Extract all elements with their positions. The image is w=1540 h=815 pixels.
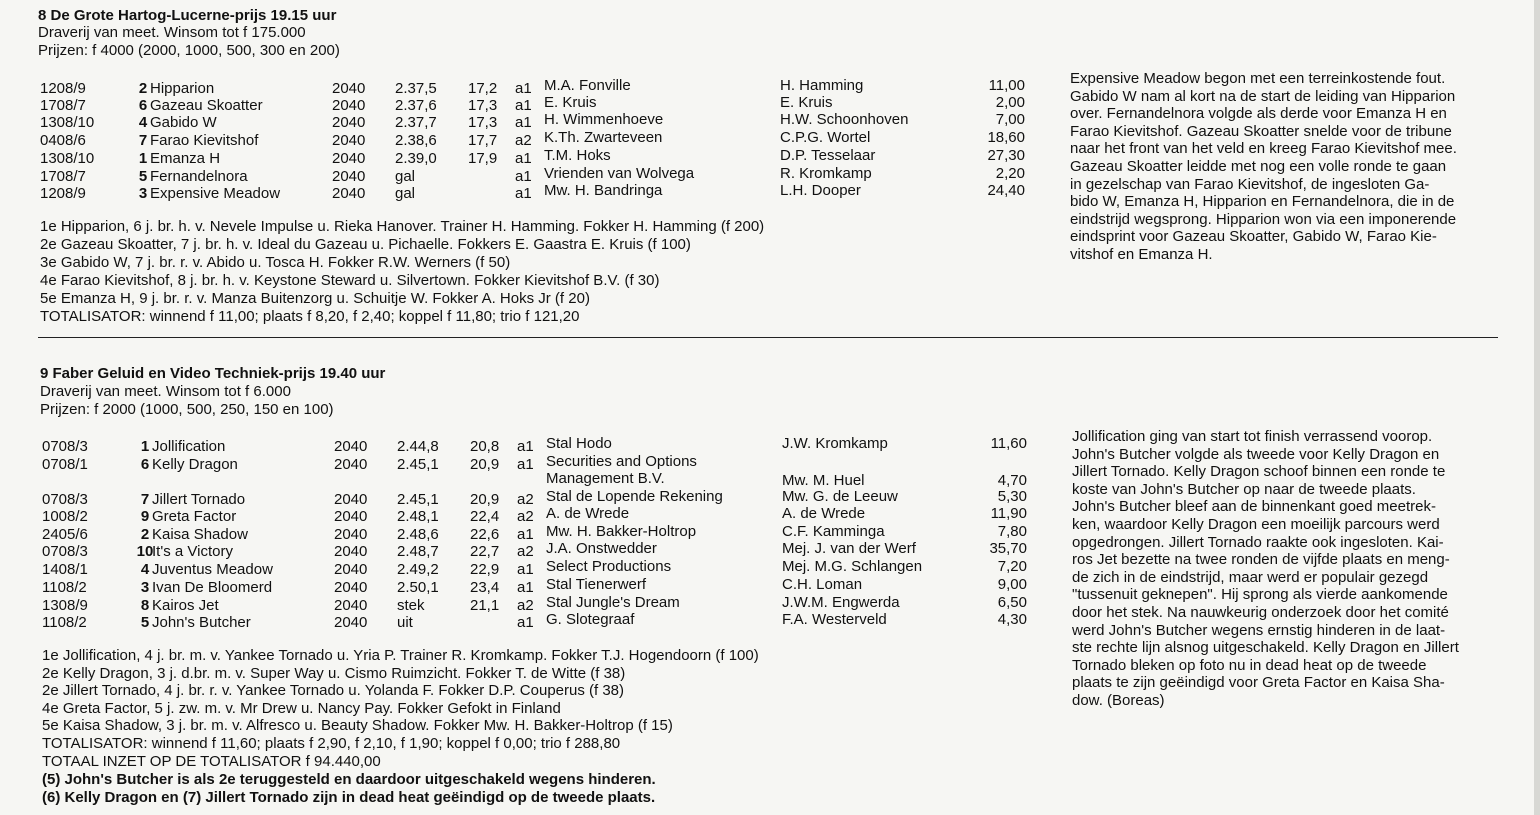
cell-horse: Jillert Tornado [152,491,246,508]
cell-owner: Stal Jungle's Dream [546,594,680,611]
cell-odds: 7,80 [997,523,1027,540]
cell-time: 2.45,1 [397,491,439,508]
cell-cls: a1 [517,456,534,473]
detail-line: 1e Hipparion, 6 j. br. h. v. Nevele Impulse u. Rieka Hanover. Trainer H. Hamming. Fokker H. Hamming (f 200) [40,218,765,235]
cell-owner: Select Productions [546,558,672,575]
note-line: (5) John's Butcher is als 2e teruggesteld en daardoor uitgeschakeld wegens hinderen. [42,771,656,788]
cell-time: 2.39,0 [395,150,437,167]
cell-horse: Hipparion [150,80,215,97]
cell-time: gal [395,185,416,202]
cell-odds: 11,00 [988,77,1025,94]
cell-owner: Stal Hodo [546,435,612,452]
cell-dist: 2040 [332,80,366,97]
cell-km: 17,2 [468,80,498,97]
cell-no: 4 [140,561,150,578]
scan-edge [1534,0,1540,815]
race2-title: 9 Faber Geluid en Video Techniek-prijs 19.40 uur [40,365,386,382]
cell-date: 2405/6 [42,526,88,543]
cell-km: 22,7 [470,543,500,560]
cell-time: stek [397,597,425,614]
cell-no: 3 [140,579,150,596]
report-line: werd John's Butcher wegens ernstig hinderen in de laat- [1072,621,1446,639]
cell-no: 3 [138,185,148,202]
report-line: eindsprint voor Gazeau Skoatter, Gabido W, Farao Kie- [1070,228,1437,246]
cell-no: 1 [140,438,150,455]
cell-horse: Gazeau Skoatter [150,97,263,114]
report-line: Jollification ging van start tot finish verrassend voorop. [1072,428,1433,445]
cell-cls: a1 [515,150,532,167]
detail-line: TOTALISATOR: winnend f 11,00; plaats f 8,20, f 2,40; koppel f 11,80; trio f 121,20 [40,308,580,325]
table-row [42,611,1042,632]
cell-date: 0708/3 [42,543,88,560]
cell-driver: C.F. Kamminga [782,523,885,540]
detail-line: 4e Farao Kievitshof, 8 j. br. h. v. Keystone Steward u. Silvertown. Fokker Kievitshof B.V. (f 30) [40,272,660,289]
cell-dist: 2040 [332,168,366,185]
report-line: John's Butcher volgde als tweede voor Kelly Dragon en [1072,445,1440,463]
cell-no: 7 [140,491,150,508]
cell-cls: a1 [515,185,532,202]
cell-km: 23,4 [470,579,500,596]
cell-horse: Gabido W [150,114,217,131]
report-line: Tornado bleken op foto nu in dead heat op de tweede [1072,656,1427,674]
cell-driver: J.W.M. Engwerda [782,594,900,611]
report-line: Expensive Meadow begon met een terreinkostende fout. [1070,70,1446,87]
cell-cls: a1 [517,438,534,455]
cell-horse: John's Butcher [152,614,251,631]
cell-time: uit [397,614,413,631]
cell-km: 20,8 [470,438,500,455]
cell-cls: a1 [517,526,534,543]
report-line: Jillert Tornado. Kelly Dragon schoof binnen een ronde te [1072,463,1446,481]
cell-odds: 35,70 [989,540,1027,557]
cell-driver: H. Hamming [780,77,864,94]
cell-horse: Greta Factor [152,508,237,525]
cell-km: 17,3 [468,97,498,114]
cell-time: 2.38,6 [395,132,437,149]
cell-horse: Emanza H [150,150,221,167]
cell-dist: 2040 [334,597,368,614]
table-row [42,435,1042,456]
cell-cls: a1 [515,114,532,131]
detail-line: TOTALISATOR: winnend f 11,60; plaats f 2,90, f 2,10, f 1,90; koppel f 0,00; trio f 288,80 [42,735,621,752]
cell-dist: 2040 [334,456,368,473]
table-row [40,182,1040,203]
cell-odds: 27,30 [987,147,1025,164]
cell-cls: a2 [517,543,534,560]
detail-line: 1e Jollification, 4 j. br. m. v. Yankee Tornado u. Yria P. Trainer R. Kromkamp. Fokker T.J. Hogendoorn (f 100) [42,647,759,664]
cell-dist: 2040 [334,491,368,508]
cell-owner: H. Wimmenhoeve [544,111,664,128]
cell-no: 7 [138,132,148,149]
cell-driver: J.W. Kromkamp [782,435,888,452]
cell-odds: 24,40 [987,182,1025,199]
cell-date: 1108/2 [42,614,87,631]
cell-km: 22,4 [470,508,500,525]
cell-date: 1208/9 [40,185,86,202]
cell-horse: Juventus Meadow [152,561,273,578]
cell-horse: Farao Kievitshof [150,132,259,149]
cell-owner: Stal de Lopende Rekening [546,488,723,505]
race1-prizes: Prijzen: f 4000 (2000, 1000, 500, 300 en 200) [38,42,340,59]
cell-owner: Vrienden van Wolvega [544,165,695,182]
cell-no: 9 [140,508,150,525]
detail-line: 5e Kaisa Shadow, 3 j. br. m. v. Alfresco u. Beauty Shadow. Fokker Mw. H. Bakker-Holtrop (f 15) [42,717,673,735]
cell-owner: Securities and Options [546,453,697,470]
detail-line: 4e Greta Factor, 5 j. zw. m. v. Mr Drew u. Nancy Pay. Fokker Gefokt in Finland [42,699,561,717]
cell-time: 2.37,7 [395,114,437,131]
cell-time: 2.48,7 [397,543,439,560]
detail-line: 3e Gabido W, 7 j. br. r. v. Abido u. Tosca H. Fokker R.W. Werners (f 50) [40,254,511,271]
cell-driver: H.W. Schoonhoven [780,111,909,128]
cell-owner: Mw. H. Bakker-Holtrop [546,523,697,540]
cell-owner: Mw. H. Bandringa [544,182,663,199]
section-divider [38,337,1498,338]
cell-owner: T.M. Hoks [544,147,611,164]
cell-date: 1708/7 [40,168,86,185]
cell-no: 8 [140,597,150,614]
cell-dist: 2040 [332,185,366,202]
cell-no: 6 [138,97,148,114]
cell-no: 6 [140,456,150,473]
cell-cls: a2 [517,491,534,508]
report-line: ros Jet bezette na twee ronden de vijfde plaats en meng- [1072,551,1450,569]
cell-date: 1408/1 [42,561,88,578]
cell-dist: 2040 [334,561,368,578]
cell-no: 4 [138,114,148,131]
cell-dist: 2040 [334,508,368,525]
cell-date: 1008/2 [42,508,88,525]
report-line: plaats te zijn geëindigd voor Greta Factor en Kaisa Sha- [1072,674,1445,692]
cell-time: 2.48,6 [397,526,439,543]
report-line: Farao Kievitshof. Gazeau Skoatter snelde voor de tribune [1070,122,1452,140]
cell-horse: It's a Victory [152,543,233,560]
report-line: koste van John's Butcher op naar de tweede plaats. [1072,480,1416,498]
cell-horse: Expensive Meadow [150,185,281,202]
cell-date: 1308/10 [40,114,95,131]
report-line: door het stek. Na nauwkeurig onderzoek door het comité [1072,603,1449,621]
cell-driver: Mw. G. de Leeuw [782,488,898,505]
cell-cls: a1 [517,614,534,631]
cell-no: 2 [140,526,150,543]
cell-odds: 11,60 [990,435,1027,452]
cell-driver: D.P. Tesselaar [780,147,876,164]
cell-km: 22,9 [470,561,500,578]
report-line: bido W, Emanza H, Hipparion en Fernandelnora, die in de [1070,193,1455,211]
cell-owner: M.A. Fonville [544,77,631,94]
cell-dist: 2040 [332,114,366,131]
cell-driver: Mej. M.G. Schlangen [782,558,923,575]
cell-no: 10 [136,543,154,560]
report-line: vitshof en Emanza H. [1070,245,1213,263]
race1-conditions: Draverij van meet. Winsom tot f 175.000 [38,24,306,41]
race1-report [1070,70,1496,264]
detail-line: 2e Jillert Tornado, 4 j. br. r. v. Yankee Tornado u. Yolanda F. Fokker D.P. Couperus (f 38) [42,682,625,700]
cell-horse: Ivan De Bloomerd [152,579,273,596]
cell-km: 17,9 [468,150,498,167]
cell-date: 0408/6 [40,132,86,149]
cell-owner: E. Kruis [544,94,597,111]
cell-no: 5 [140,614,150,631]
cell-owner: K.Th. Zwarteveen [544,129,663,146]
cell-time: 2.48,1 [397,508,439,525]
cell-odds: 5,30 [997,488,1027,505]
report-line: Gabido W nam al kort na de start de leiding van Hipparion [1070,87,1456,105]
cell-driver: E. Kruis [780,94,833,111]
cell-odds: 2,20 [995,165,1025,182]
cell-horse: Kaisa Shadow [152,526,248,543]
cell-odds: 18,60 [987,129,1025,146]
cell-cls: a1 [515,97,532,114]
cell-odds: 7,00 [995,111,1025,128]
cell-odds: 6,50 [997,594,1027,611]
cell-km: 20,9 [470,491,500,508]
cell-odds: 9,00 [997,576,1027,593]
report-line: ste rechte lijn alsnog uitgeschakeld. Kelly Dragon en Jillert [1072,639,1459,657]
detail-line: 2e Kelly Dragon, 3 j. d.br. m. v. Super Way u. Cismo Ruimzicht. Fokker T. de Witte (f 38) [42,664,626,682]
report-line: ken, waardoor Kelly Dragon een moeilijk parcours werd [1072,515,1440,533]
cell-owner: A. de Wrede [546,505,630,522]
cell-driver: C.P.G. Wortel [780,129,871,146]
cell-time: 2.37,6 [395,97,437,114]
cell-horse: Fernandelnora [150,168,248,185]
cell-owner: J.A. Onstwedder [546,540,657,557]
cell-date: 1308/9 [42,597,88,614]
cell-no: 2 [138,80,148,97]
report-line: "tussenuit geknepen". Hij sprong als vierde aankomende [1072,586,1448,604]
report-line: John's Butcher bleef aan de binnenkant goed meetrek- [1072,498,1436,516]
race1-title: 8 De Grote Hartog-Lucerne-prijs 19.15 uur [38,7,337,24]
cell-dist: 2040 [334,579,368,596]
cell-no: 1 [138,150,148,167]
cell-owner: Stal Tienerwerf [546,576,647,593]
cell-no: 5 [138,168,148,185]
cell-odds: 11,90 [990,505,1027,522]
cell-odds: 7,20 [997,558,1027,575]
cell-cls: a1 [515,80,532,97]
cell-time: gal [395,168,416,185]
cell-km: 22,6 [470,526,500,543]
detail-line: 5e Emanza H, 9 j. br. r. v. Manza Buitenzorg u. Schuitje W. Fokker A. Hoks Jr (f 20) [40,290,590,307]
cell-dist: 2040 [332,97,366,114]
cell-km: 21,1 [470,597,500,614]
cell-driver: A. de Wrede [782,505,866,522]
race2-prizes: Prijzen: f 2000 (1000, 500, 250, 150 en 100) [40,401,334,418]
cell-dist: 2040 [332,150,366,167]
cell-date: 0708/1 [42,456,88,473]
cell-driver: R. Kromkamp [780,165,872,182]
note-line: (6) Kelly Dragon en (7) Jillert Tornado zijn in dead heat geëindigd op de tweede plaats. [42,788,656,806]
cell-time: 2.45,1 [397,456,439,473]
cell-horse: Kelly Dragon [152,456,238,473]
report-line: de zich in de eindstrijd, maar werd er populair gezegd [1072,568,1429,586]
cell-km: 17,7 [468,132,498,149]
cell-time: 2.37,5 [395,80,437,97]
cell-date: 1208/9 [40,80,86,97]
cell-driver: L.H. Dooper [780,182,861,199]
cell-km: 17,3 [468,114,498,131]
cell-odds: 4,30 [997,611,1027,628]
report-line: over. Fernandelnora volgde als derde voor Emanza H en [1070,105,1447,123]
cell-dist: 2040 [334,438,368,455]
cell-driver: Mej. J. van der Werf [782,540,916,557]
cell-horse: Kairos Jet [152,597,219,614]
report-line: Gazeau Skoatter leidde met nog een volle ronde te gaan [1070,157,1447,175]
cell-odds: 2,00 [995,94,1025,111]
cell-cls: a1 [517,579,534,596]
cell-dist: 2040 [334,526,368,543]
cell-cls: a2 [515,132,532,149]
cell-driver: F.A. Westerveld [782,611,887,628]
race2-conditions: Draverij van meet. Winsom tot f 6.000 [40,383,291,400]
cell-cls: a1 [515,168,532,185]
race2-report [1072,428,1498,710]
cell-date: 1308/10 [40,150,95,167]
cell-driver: Mw. M. Huel [782,472,865,489]
report-line: naar het front van het veld en kreeg Farao Kievitshof mee. [1070,140,1457,158]
detail-line: TOTAAL INZET OP DE TOTALISATOR f 94.440,00 [42,752,381,770]
cell-date: 0708/3 [42,491,88,508]
report-line: eindstrijd wegsprong. Hipparion won via een imponerende [1070,210,1457,228]
cell-km: 20,9 [470,456,500,473]
cell-owner-line2: Management B.V. [546,470,665,487]
detail-line: 2e Gazeau Skoatter, 7 j. br. h. v. Ideal du Gazeau u. Pichaelle. Fokkers E. Gaastra E. Kruis (f 100) [40,236,691,253]
report-line: in gezelschap van Farao Kievitshof, de ingesloten Ga- [1070,175,1430,193]
cell-cls: a2 [517,597,534,614]
cell-date: 0708/3 [42,438,88,455]
cell-date: 1708/7 [40,97,86,114]
cell-dist: 2040 [334,614,368,631]
cell-cls: a2 [517,508,534,525]
cell-dist: 2040 [332,132,366,149]
cell-cls: a1 [517,561,534,578]
cell-driver: C.H. Loman [782,576,863,593]
cell-date: 1108/2 [42,579,87,596]
cell-time: 2.44,8 [397,438,439,455]
cell-odds: 4,70 [997,472,1027,489]
report-line: dow. (Boreas) [1072,691,1165,709]
cell-horse: Jollification [152,438,226,455]
cell-time: 2.49,2 [397,561,439,578]
cell-owner: G. Slotegraaf [546,611,635,628]
cell-time: 2.50,1 [397,579,439,596]
cell-dist: 2040 [334,543,368,560]
report-line: opgedrongen. Jillert Tornado raakte ook ingesloten. Kai- [1072,533,1444,551]
table-row [42,453,1042,489]
